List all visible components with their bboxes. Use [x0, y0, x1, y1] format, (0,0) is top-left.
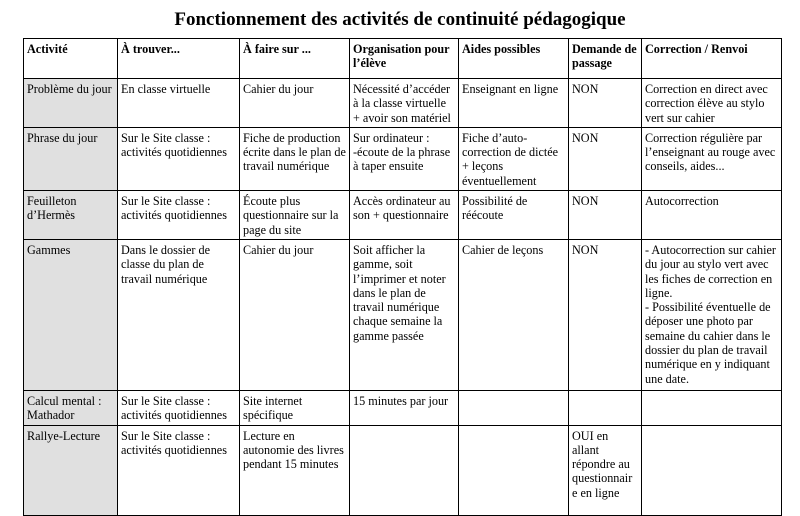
cell-passage	[569, 390, 642, 425]
cell-organisation: Accès ordinateur au son + questionnaire	[350, 191, 459, 240]
table-row	[24, 425, 782, 515]
cell-passage: NON	[569, 239, 642, 390]
header-organisation: Organisation pour l’élève	[350, 39, 459, 79]
table-row	[24, 127, 782, 190]
cell-trouver: En classe virtuelle	[118, 79, 240, 128]
header-activite: Activité	[24, 39, 118, 79]
header-aides: Aides possibles	[459, 39, 569, 79]
cell-organisation: Soit afficher la gamme, soit l’imprimer et noter dans le plan de travail numérique chaque semaine la gamme passée	[350, 239, 459, 390]
table-header-row	[24, 39, 782, 79]
table-row	[24, 390, 782, 425]
page-title: Fonctionnement des activités de continuité pédagogique	[174, 9, 626, 30]
header-correction: Correction / Renvoi	[642, 39, 782, 79]
cell-activite: Calcul mental : Mathador	[24, 390, 118, 425]
table-row	[24, 191, 782, 240]
cell-trouver: Sur le Site classe : activités quotidiennes	[118, 390, 240, 425]
cell-activite: Problème du jour	[24, 79, 118, 128]
table-row	[24, 239, 782, 390]
cell-aides	[459, 425, 569, 515]
cell-aides: Enseignant en ligne	[459, 79, 569, 128]
cell-faire: Site internet spécifique	[240, 390, 350, 425]
cell-organisation: Nécessité d’accéder à la classe virtuelle + avoir son matériel	[350, 79, 459, 128]
cell-aides: Fiche d’auto-correction de dictée + leçons éventuellement	[459, 127, 569, 190]
cell-faire: Lecture en autonomie des livres pendant 15 minutes	[240, 425, 350, 515]
header-a-faire-sur: À faire sur ...	[240, 39, 350, 79]
cell-correction: Autocorrection	[642, 191, 782, 240]
cell-aides: Cahier de leçons	[459, 239, 569, 390]
cell-organisation: 15 minutes par jour	[350, 390, 459, 425]
cell-passage: NON	[569, 79, 642, 128]
cell-trouver: Sur le Site classe : activités quotidiennes	[118, 127, 240, 190]
cell-organisation	[350, 425, 459, 515]
cell-faire: Cahier du jour	[240, 79, 350, 128]
table-row	[24, 79, 782, 128]
cell-activite: Rallye-Lecture	[24, 425, 118, 515]
cell-faire: Écoute plus questionnaire sur la page du site	[240, 191, 350, 240]
cell-passage: NON	[569, 127, 642, 190]
cell-trouver: Sur le Site classe : activités quotidiennes	[118, 425, 240, 515]
cell-activite: Phrase du jour	[24, 127, 118, 190]
header-a-trouver: À trouver...	[118, 39, 240, 79]
cell-trouver: Dans le dossier de classe du plan de travail numérique	[118, 239, 240, 390]
activities-table	[23, 38, 782, 516]
cell-trouver: Sur le Site classe : activités quotidiennes	[118, 191, 240, 240]
cell-aides: Possibilité de réécoute	[459, 191, 569, 240]
cell-faire: Fiche de production écrite dans le plan de travail numérique	[240, 127, 350, 190]
cell-passage: OUI en allant répondre au questionnair e en ligne	[569, 425, 642, 515]
cell-aides	[459, 390, 569, 425]
cell-correction: Correction régulière par l’enseignant au rouge avec conseils, aides...	[642, 127, 782, 190]
cell-correction: - Autocorrection sur cahier du jour au stylo vert avec les fiches de correction en ligne. - Possibilité éventuelle de déposer une photo par semaine du cahier dans le dossier du plan de travail numérique en y indiquant une date.	[642, 239, 782, 390]
cell-passage: NON	[569, 191, 642, 240]
cell-correction: Correction en direct avec correction élève au stylo vert sur cahier	[642, 79, 782, 128]
cell-correction	[642, 425, 782, 515]
cell-organisation: Sur ordinateur : -écoute de la phrase à taper ensuite	[350, 127, 459, 190]
cell-activite: Feuilleton d’Hermès	[24, 191, 118, 240]
cell-faire: Cahier du jour	[240, 239, 350, 390]
cell-activite: Gammes	[24, 239, 118, 390]
header-demande-passage: Demande de passage	[569, 39, 642, 79]
cell-correction	[642, 390, 782, 425]
